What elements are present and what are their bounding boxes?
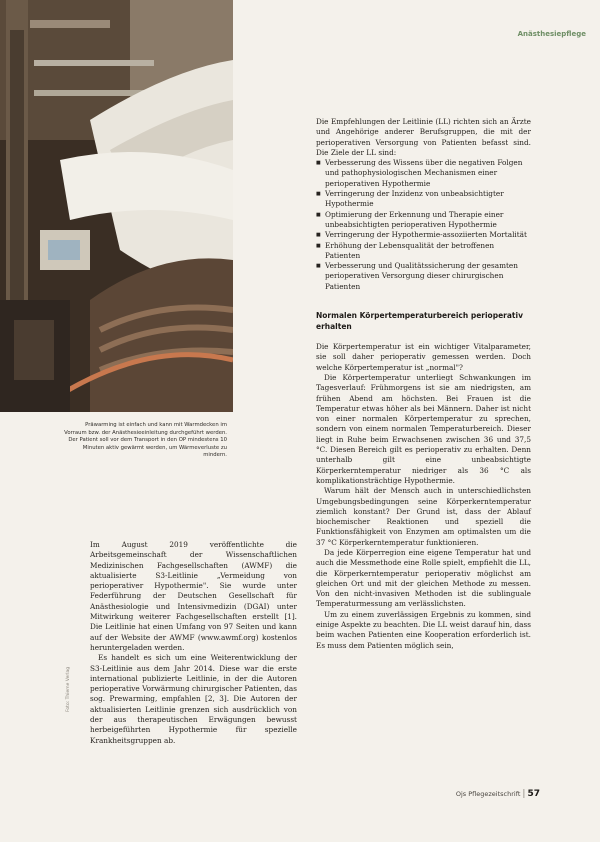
- right-column: [316, 117, 531, 651]
- guideline-goals-list: [316, 158, 531, 292]
- body-paragraph: Die Körpertemperatur ist ein wichtiger Vitalparameter, sie soll daher perioperativ gemessen werden. Doch welche Körpertemperatur ist „normal"?: [316, 342, 531, 372]
- body-paragraph: Da jede Körperregion eine eigene Temperatur hat und auch die Messmethode eine Rolle spielt, empfiehlt die LL, die Körperkerntemperatur perioperativ möglichst am gleichen Ort und mit der gleichen Methode zu messen. Von den nicht-invasiven Methoden ist die sublinguale Temperaturmessung am verlässlichsten.: [316, 547, 531, 609]
- body-paragraph: Im August 2019 veröffentlichte die Arbeitsgemeinschaft der Wissenschaftlichen Medizinischen Fachgesellschaften (AWMF) die aktualisierte S3-Leitlinie „Vermeidung von perioperativer Hypothermie". Sie wurde unter Federführung der Deutschen Gesellschaft für Anästhesiologie und Intensivmedizin (DGAI) unter Mitwirkung weiterer Fachgesellschaften erstellt [1]. Die Leitlinie hat einen Umfang von 97 Seiten und kann auf der Website der AWMF (www.awmf.org) kostenlos heruntergeladen werden.: [90, 540, 297, 652]
- section-subheading: Normalen Körpertemperaturbereich perioperativ erhalten: [316, 311, 523, 332]
- body-paragraph: Es handelt es sich um eine Weiterentwicklung der S3-Leitlinie aus dem Jahr 2014. Diese war die erste international publizierte Leitlinie, in der die Autoren perioperative Vorwärmung chirurgischer Patienten, das sog. Prewarming, empfahlen [2, 3]. Die Autoren der aktualisierten Leitlinie grenzen sich ausdrücklich von der aus therapeutischen Erwägungen bewusst herbeigeführten Hypothermie für spezielle Krankheitsgruppen ab.: [90, 653, 297, 745]
- goal-item: ■ Verbesserung und Qualitätssicherung der gesamten perioperativen Versorgung dieser chirurgischen Patienten: [316, 261, 531, 292]
- goal-item: ■ Optimierung der Erkennung und Therapie einer unbeabsichtigten perioperativen Hypothermie: [316, 210, 531, 231]
- hospital-bed-photo: [0, 0, 233, 412]
- page-footer: [430, 781, 540, 800]
- photo-caption: Präwarming ist einfach und kann mit Warmdecken im Vorraum bzw. der Anästhesieeinleitung durchgeführt werden. Der Patient soll vor dem Transport in den OP mindestens 10 Minuten aktiv gewärmt werden, um Wärmeverluste zu mindern.: [64, 422, 227, 459]
- goal-item: ■ Verringerung der Hypothermie-assoziierten Mortalität: [316, 230, 531, 240]
- body-paragraph: Warum hält der Mensch auch in unterschiedlichsten Umgebungsbedingungen seine Körperkerntemperatur ziemlich konstant? Der Grund ist, dass der Ablauf biochemischer Reaktionen und speziell die Funktionsfähigkeit von Enzymen am optimalsten um die 37 °C Körperkerntemperatur funktionieren.: [316, 486, 531, 547]
- goal-item: ■ Verringerung der Inzidenz von unbeabsichtigter Hypothermie: [316, 189, 531, 210]
- left-column: [90, 540, 297, 746]
- goal-item: ■ Erhöhung der Lebensqualität der betroffenen Patienten: [316, 241, 531, 262]
- section-label: Anästhesiepflege: [517, 30, 586, 38]
- body-paragraph: Um zu einem zuverlässigen Ergebnis zu kommen, sind einige Aspekte zu beachten. Die LL weist darauf hin, dass beim wachen Patienten eine Kooperation erforderlich ist. Es muss dem Patienten möglich sein,: [316, 609, 531, 650]
- goal-item: ■ Verbesserung des Wissens über die negativen Folgen und pathophysiologischen Mechanismen einer perioperativen Hypothermie: [316, 158, 531, 189]
- journal-name: Ojs Pflegezeitschrift: [455, 790, 521, 798]
- footer-separator: |: [522, 789, 526, 799]
- guideline-intro-paragraph: Die Empfehlungen der Leitlinie (LL) richten sich an Ärzte und Angehörige anderer Berufsgruppen, die mit der perioperativen Versorgung von Patienten befasst sind. Die Ziele der LL sind:: [316, 117, 531, 157]
- body-paragraph: Die Körpertemperatur unterliegt Schwankungen im Tagesverlauf: Frühmorgens ist sie am niedrigsten, am frühen Abend am höchsten. Bei Frauen ist die Temperatur etwas höher als bei Männern. Daher ist nicht von einer normalen Körpertemperatur zu sprechen, sondern von einem normalen Temperaturbereich. Dieser liegt in Ruhe beim Erwachsenen zwischen 36 und 37,5 °C. Diesen Bereich gilt es perioperativ zu erhalten. Denn unterhalb gilt eine unbeabsichtigte Körperkerntemperatur niedriger als 36 °C als komplikationsträchtige Hypothermie.: [316, 372, 531, 485]
- page-number: 57: [527, 789, 540, 799]
- photo-credit: Foto: Thieme Verlag: [66, 666, 71, 712]
